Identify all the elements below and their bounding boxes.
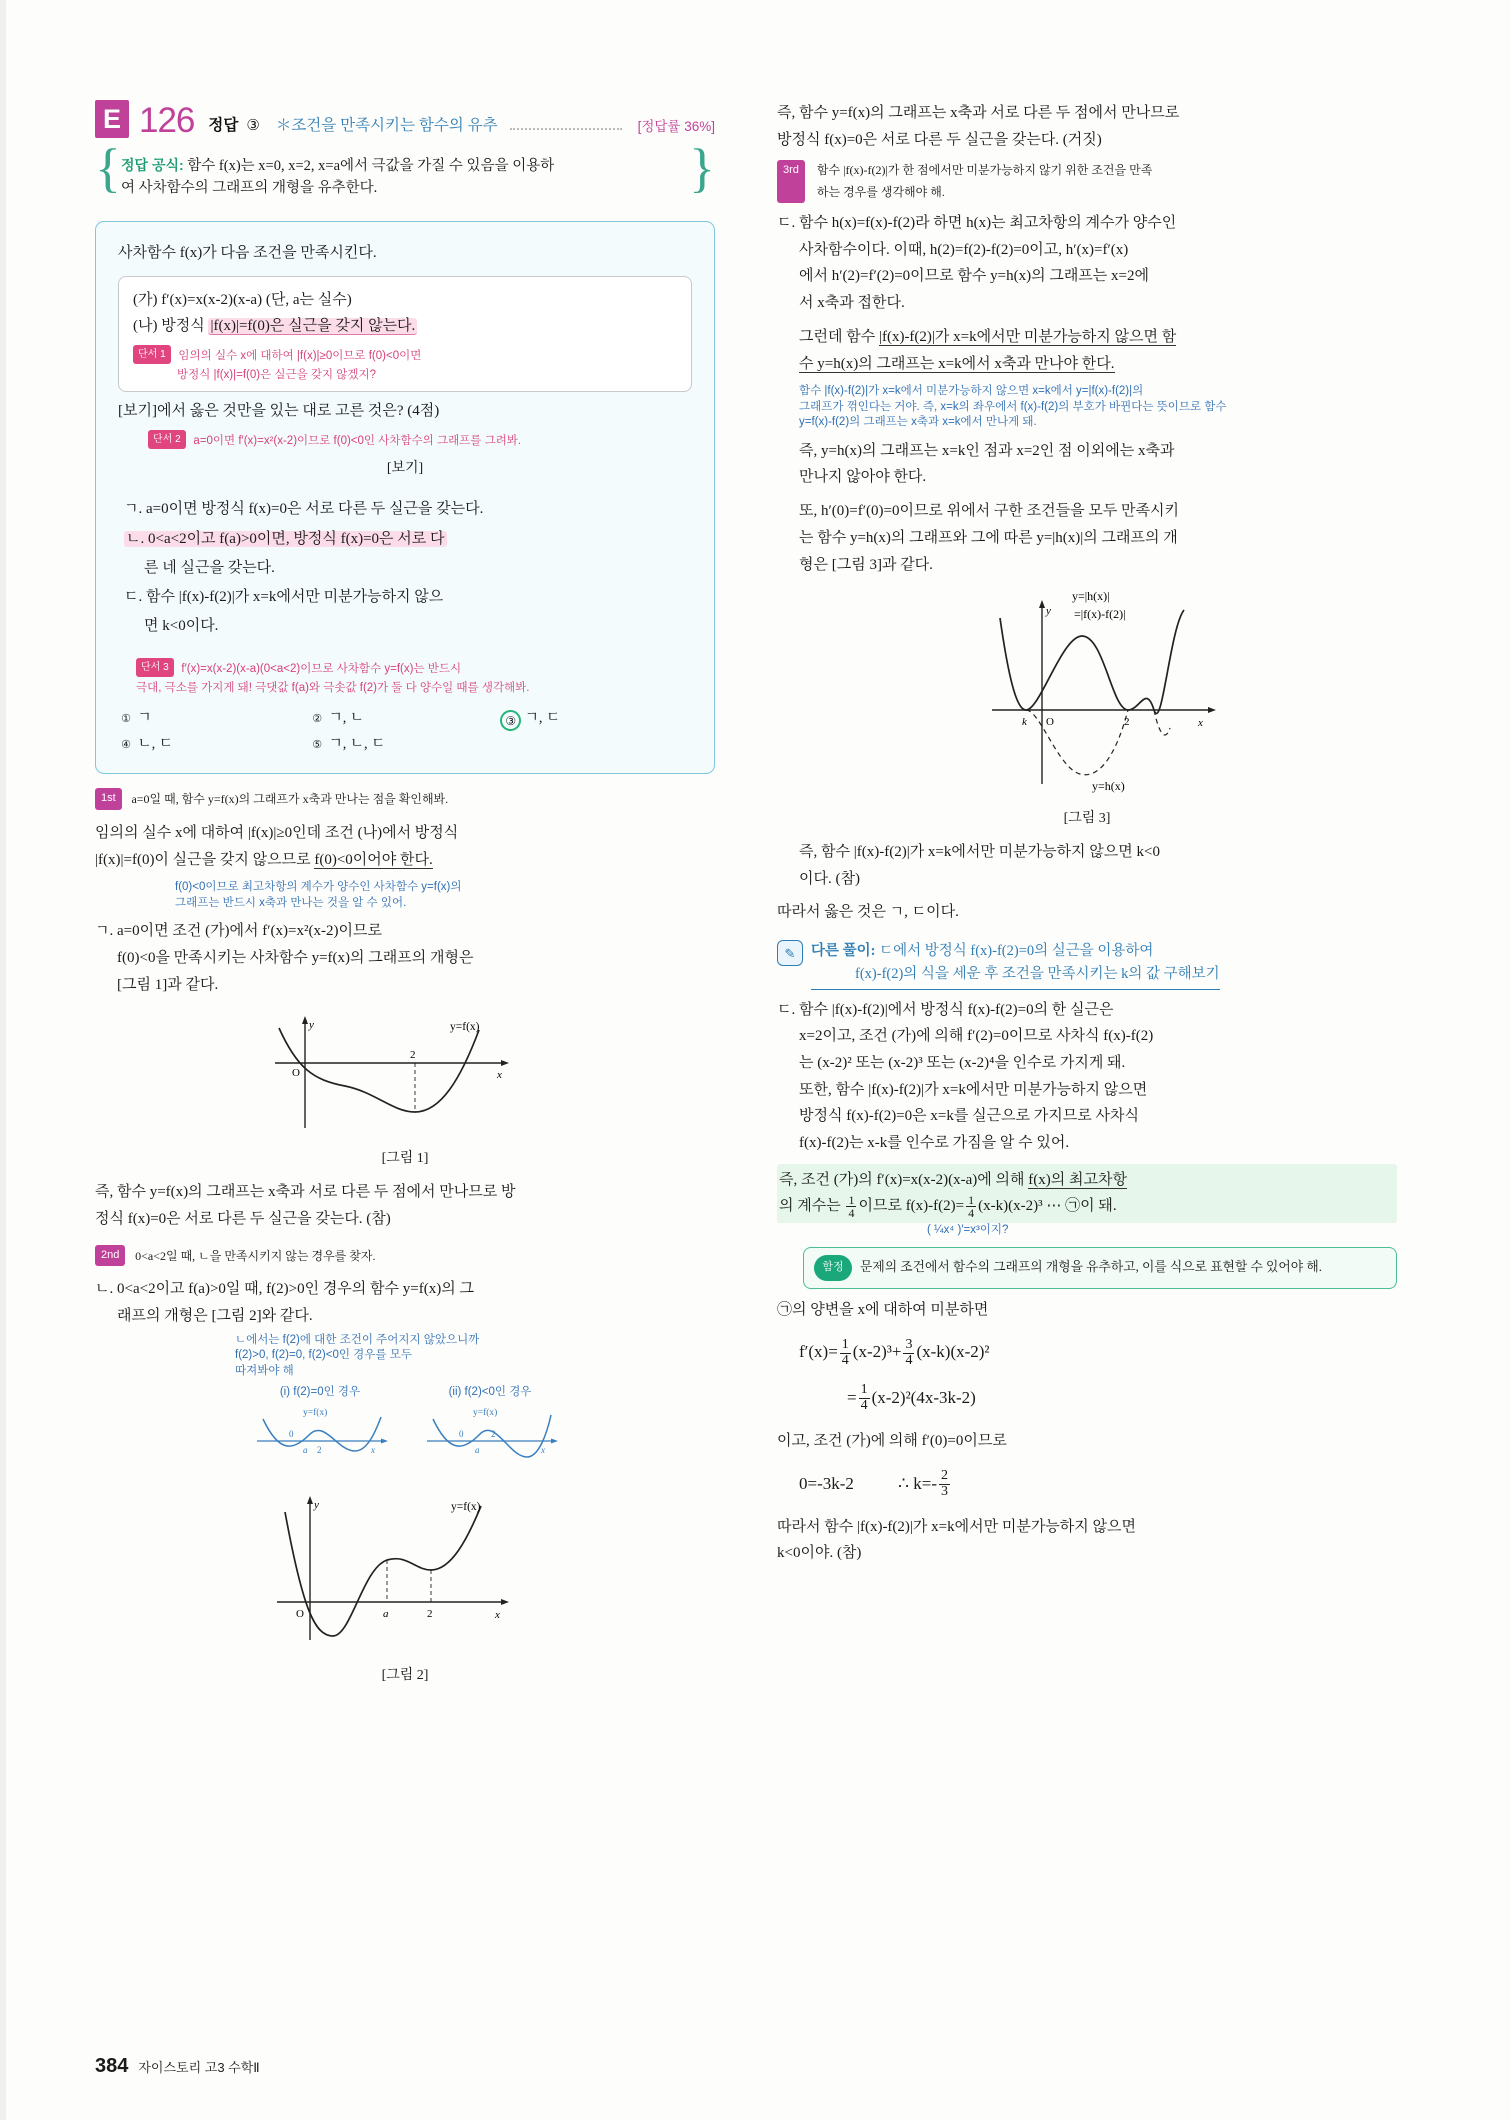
equation-2-end: (x-2)²(4x-3k-2) xyxy=(871,1387,976,1407)
figure-2-caption: [그림 2] xyxy=(381,1668,429,1684)
right-p4-line-1: 즉, y=h(x)의 그래프는 x=k인 점과 x=2인 점 이외에는 x축과 xyxy=(799,442,1175,459)
step-1-tag: 1st xyxy=(95,788,122,810)
choice-4-mark: ④ xyxy=(121,738,131,751)
right-r3-line-2: k<0이야. (참) xyxy=(777,1545,862,1562)
figure-3-label-3: y=h(x) xyxy=(1092,779,1125,794)
page-footer xyxy=(95,2055,260,2078)
left-note-1 xyxy=(95,880,715,911)
figure-1-graph xyxy=(265,1008,545,1143)
right-green-line-2-c: (x-k)(x-2)³ ⋯ ㉠이 돼. xyxy=(978,1198,1117,1215)
left-note-1-line-2: 그래프는 반드시 x축과 만나는 것을 알 수 있어. xyxy=(175,896,407,909)
formula-line-1: 함수 f(x)는 x=0, x=2, x=a에서 극값을 가질 수 있음을 이용하 xyxy=(187,158,555,174)
svg-text:2: 2 xyxy=(491,1428,496,1439)
condition-b-highlight: |f(x)|=f(0)은 실근을 갖지 않는다. xyxy=(210,318,416,335)
left-column xyxy=(95,100,715,1980)
clue-3-line-1: f′(x)=x(x-2)(x-a)(0<a<2)이므로 사차함수 y=f(x)는 반드시 xyxy=(181,662,462,675)
figure-3-label-1: y=|h(x)| xyxy=(1072,589,1110,604)
svg-text:y: y xyxy=(309,1019,314,1032)
tip-text: 문제의 조건에서 함수의 그래프의 개형을 유추하고, 이를 식으로 표현할 수 있어야 해. xyxy=(860,1260,1322,1275)
right-p1-line-2: 방정식 f(x)=0은 서로 다른 두 실근을 갖는다. (거짓) xyxy=(777,131,1102,148)
equation-2-pre: = xyxy=(847,1387,857,1407)
svg-text:y: y xyxy=(1046,605,1051,618)
clue-2-line-1: a=0이면 f′(x)=x²(x-2)이므로 f(0)<0인 사차함수의 그래프를 그려봐. xyxy=(193,434,522,447)
right-p4 xyxy=(777,438,1397,491)
right-q-line-6: f(x)-f(2)는 x-k를 인수로 가짐을 알 수 있어. xyxy=(799,1134,1070,1151)
figure-2-graph xyxy=(255,1490,555,1660)
right-solution-body xyxy=(777,100,1397,1567)
other-solution-label: 다른 풀이: xyxy=(811,943,876,960)
clue-1-tag: 단서 1 xyxy=(133,345,171,365)
bogi-item-3: ㄷ. 함수 |f(x)-f(2)|가 x=k에서만 미분가능하지 않으 xyxy=(124,589,444,606)
step-3-line-1: 함수 |f(x)-f(2)|가 한 점에서만 미분가능하지 않기 위한 조건을 만족 xyxy=(816,163,1153,178)
svg-text:y: y xyxy=(314,1499,319,1512)
formula-tag: 정답 공식: xyxy=(121,157,184,173)
answer-label: 정답 xyxy=(208,117,239,134)
left-p4 xyxy=(95,1276,715,1329)
choice-4-text: ㄴ, ㄷ xyxy=(137,735,173,752)
left-p1-line-1: 임의의 실수 x에 대하여 |f(x)|≥0인데 조건 (나)에서 방정식 xyxy=(95,824,459,841)
choice-1-mark: ① xyxy=(121,713,131,726)
right-p6-line-2: 이다. (참) xyxy=(799,870,860,887)
left-p1 xyxy=(95,820,715,873)
clue-1 xyxy=(133,342,677,384)
answer-value: ③ xyxy=(246,118,260,134)
figure-1-curve-label: y=f(x) xyxy=(450,1021,480,1034)
figure-3-label-2: =|f(x)-f(2)| xyxy=(1074,607,1126,622)
right-p3-underline-1: |f(x)-f(2)|가 x=k에서만 미분가능하지 않으면 함 xyxy=(878,328,1177,345)
right-p1-line-1: 즉, 함수 y=f(x)의 그래프는 x축과 서로 다른 두 점에서 만나므로 xyxy=(777,105,1180,121)
right-green-highlight xyxy=(777,1164,1397,1223)
problem-number: 126 xyxy=(139,101,195,140)
equation-1 xyxy=(799,1337,1397,1368)
clue-3-tag: 단서 3 xyxy=(136,658,174,678)
condition-b-prefix: (나) 방정식 xyxy=(133,318,209,335)
step-3-text xyxy=(817,160,1152,203)
fraction-one-quarter: $\frac{1}{4}$ xyxy=(848,1192,855,1221)
conditions-box xyxy=(118,276,692,392)
right-p2-line-2: 사차함수이다. 이때, h(2)=f(2)-f(2)=0이고, h′(x)=f′(x) xyxy=(799,241,1129,258)
condition-b xyxy=(133,313,677,339)
sub-case-i-curve-label: y=f(x) xyxy=(303,1407,328,1418)
bogi-item-2-text: ㄴ. 0<a<2이고 f(a)>0이면, 방정식 f(x)=0은 서로 다 xyxy=(126,530,445,547)
left-p4-line-2: 래프의 개형은 [그림 2]와 같다. xyxy=(117,1308,313,1325)
book-title: 자이스토리 고3 수학Ⅱ xyxy=(138,2060,260,2075)
other-solution-header xyxy=(777,940,1397,989)
lightbulb-icon: ✎ xyxy=(777,940,803,966)
figure-1-caption: [그림 1] xyxy=(381,1151,429,1167)
choice-3[interactable] xyxy=(500,706,691,731)
figure-3-origin: O xyxy=(1046,716,1054,729)
choice-3-text: ㄱ, ㄷ xyxy=(524,710,561,727)
page-number: 384 xyxy=(95,2055,129,2077)
svg-text:2: 2 xyxy=(317,1444,322,1455)
bogi-title: [보기] xyxy=(386,460,424,476)
right-r1: ㉠의 양변을 x에 대하여 미분하면 xyxy=(777,1301,989,1318)
svg-text:x: x xyxy=(1198,717,1203,730)
correct-rate: [정답률 36%] xyxy=(637,119,715,134)
right-column xyxy=(777,100,1397,1980)
svg-text:0: 0 xyxy=(289,1428,294,1439)
right-green-line-2-b: 이므로 f(x)-f(2)= xyxy=(858,1198,965,1215)
left-note-2-line-3: 따져봐야 해 xyxy=(235,1364,294,1377)
bogi-item-1: ㄱ. a=0이면 방정식 f(x)=0은 서로 다른 두 실근을 갖는다. xyxy=(124,501,484,518)
dot-leader xyxy=(510,128,622,130)
condition-a: (가) f′(x)=x(x-2)(x-a) (단, a는 실수) xyxy=(133,292,352,309)
right-p4-line-2: 만나지 않아야 한다. xyxy=(799,469,927,486)
brace-right-icon: } xyxy=(689,138,715,198)
left-p3 xyxy=(95,1179,715,1232)
answer-formula-box xyxy=(95,138,715,207)
topic-label: ＊조건을 만족시키는 함수의 유추 xyxy=(275,117,498,134)
right-p3-underline-2: 수 y=h(x)의 그래프는 x=k에서 x축과 만나야 한다. xyxy=(799,355,1115,372)
figure-2-curve-label: y=f(x) xyxy=(451,1501,481,1514)
problem-stem: 사차함수 f(x)가 다음 조건을 만족시킨다. xyxy=(118,244,377,261)
figure-2-tick-a: a xyxy=(383,1608,389,1621)
right-p6 xyxy=(777,839,1397,892)
choice-3-mark: ③ xyxy=(500,710,521,731)
equation-3-b: ∴ k=- xyxy=(898,1473,937,1493)
equation-1-mid: (x-2)³+ xyxy=(852,1342,902,1362)
left-p2-line-1: ㄱ. a=0이면 조건 (가)에서 f′(x)=x²(x-2)이므로 xyxy=(95,923,382,940)
svg-text:0: 0 xyxy=(459,1428,464,1439)
right-green-line-1-underline: f(x)의 최고차항 xyxy=(1028,1171,1127,1188)
right-p5-line-2: 는 함수 y=h(x)의 그래프와 그에 따른 y=|h(x)|의 그래프의 개 xyxy=(799,529,1178,546)
right-q-line-3: 는 (x-2)² 또는 (x-2)³ 또는 (x-2)⁴을 인수로 가지게 돼. xyxy=(799,1054,1126,1071)
fraction-one-quarter-2: $\frac{1}{4}$ xyxy=(968,1192,975,1221)
left-solution-body xyxy=(95,786,715,1689)
svg-text:O: O xyxy=(292,1067,300,1080)
figure-2-tick-2: 2 xyxy=(427,1608,433,1621)
right-note-green: ( ¼x⁴ )′=x³이지? xyxy=(927,1224,1009,1237)
other-solution-line-1: ㄷ에서 방정식 f(x)-f(2)=0의 실근을 이용하여 xyxy=(879,943,1154,960)
figure-3-graph xyxy=(922,588,1252,803)
figure-3-caption: [그림 3] xyxy=(1063,811,1111,827)
right-p2 xyxy=(777,210,1397,317)
bogi-list xyxy=(118,496,692,639)
sub-case-ii-graph xyxy=(415,1401,565,1471)
left-note-2-line-2: f(2)>0, f(2)=0, f(2)<0인 경우를 모두 xyxy=(235,1349,412,1362)
fraction-1-4: $\frac{1}{4}$ xyxy=(841,1337,849,1368)
tip-badge: 함정 xyxy=(814,1255,852,1281)
clue-1-line-2: 방정식 |f(x)|=f(0)은 실근을 갖지 않겠지? xyxy=(177,368,377,381)
right-q-line-1: ㄷ. 함수 |f(x)-f(2)|에서 방정식 f(x)-f(2)=0의 한 실근은 xyxy=(777,1001,1114,1018)
left-p1-line-2-pre: |f(x)|=f(0)이 실근을 갖지 않으므로 xyxy=(95,851,315,868)
step-1 xyxy=(95,786,715,813)
right-p5-line-3: 형은 [그림 3]과 같다. xyxy=(799,556,933,573)
right-note-line-2: 그래프가 꺾인다는 거야. 즉, x=k의 좌우에서 f(x)-f(2)의 부호가 바뀐다는 뜻이므로 함수 xyxy=(799,400,1227,413)
sub-case-figures xyxy=(95,1385,715,1480)
equation-3-a: 0=-3k-2 xyxy=(799,1473,854,1493)
sub-case-ii-curve-label: y=f(x) xyxy=(473,1407,498,1418)
left-note-2-line-1: ㄴ에서는 f(2)에 대한 조건이 주어지지 않았으니까 xyxy=(235,1333,480,1346)
clue-2-tag: 단서 2 xyxy=(148,430,186,450)
right-p1 xyxy=(777,100,1397,153)
sub-case-i-label: (i) f(2)=0인 경우 xyxy=(279,1386,361,1399)
brace-left-icon: { xyxy=(95,138,121,198)
right-p2-line-1: ㄷ. 함수 h(x)=f(x)-f(2)라 하면 h(x)는 최고차항의 계수가 양수인 xyxy=(777,215,1177,232)
other-solution-line-2: f(x)-f(2)의 식을 세운 후 조건을 만족시키는 k의 값 구해보기 xyxy=(855,966,1220,983)
sub-case-ii xyxy=(415,1385,565,1480)
svg-text:a: a xyxy=(303,1444,308,1455)
right-q-line-5: 방정식 f(x)-f(2)=0은 x=k를 실근으로 가지므로 사차식 xyxy=(799,1108,1139,1125)
left-p3-line-1: 즉, 함수 y=f(x)의 그래프는 x축과 서로 다른 두 점에서 만나므로 방 xyxy=(95,1184,516,1201)
choice-5[interactable] xyxy=(309,732,500,757)
clue-3-line-2: 극대, 극소를 가지게 돼! 극댓값 f(a)와 극솟값 f(2)가 둘 다 양수일 때를 생각해봐. xyxy=(136,681,530,694)
equation-3 xyxy=(799,1469,1397,1500)
right-r2: 이고, 조건 (가)에 의해 f′(0)=0이므로 xyxy=(777,1432,1007,1449)
figure-3-tick-k: k xyxy=(1022,716,1027,729)
step-3-tag: 3rd xyxy=(777,160,805,203)
choice-2[interactable] xyxy=(309,706,500,731)
right-green-line-1-pre: 즉, 조건 (가)의 f′(x)=x(x-2)(x-a)에 의해 xyxy=(779,1171,1029,1188)
equation-1-end: (x-k)(x-2)² xyxy=(916,1342,990,1362)
svg-text:a: a xyxy=(475,1444,480,1455)
fraction-2-3: $\frac{2}{3}$ xyxy=(941,1468,948,1500)
clue-1-line-1: 임의의 실수 x에 대하여 |f(x)|≥0이므로 f(0)<0이면 xyxy=(178,349,422,362)
choice-1[interactable] xyxy=(118,706,309,731)
svg-text:x: x xyxy=(541,1444,545,1455)
left-p2 xyxy=(95,918,715,998)
equation-1-pre: f′(x)= xyxy=(799,1342,838,1362)
step-1-text: a=0일 때, 함수 y=f(x)의 그래프가 x축과 만나는 점을 확인해봐. xyxy=(131,792,449,807)
left-p2-line-3: [그림 1]과 같다. xyxy=(117,976,219,993)
choice-list xyxy=(118,706,692,757)
svg-text:O: O xyxy=(296,1608,304,1621)
sub-case-i xyxy=(245,1385,395,1480)
right-p6-line-1: 즉, 함수 |f(x)-f(2)|가 x=k에서만 미분가능하지 않으면 k<0 xyxy=(799,844,1160,861)
step-3 xyxy=(777,160,1397,203)
choice-2-text: ㄱ, ㄴ xyxy=(328,710,365,727)
sub-case-i-graph xyxy=(245,1401,395,1471)
left-p4-line-1: ㄴ. 0<a<2이고 f(a)>0일 때, f(2)>0인 경우의 함수 y=f(x)의 그 xyxy=(95,1281,474,1298)
fraction-1-4-b: $\frac{1}{4}$ xyxy=(860,1382,868,1414)
svg-text:x: x xyxy=(371,1444,375,1455)
fraction-3-4: $\frac{3}{4}$ xyxy=(905,1337,913,1368)
clue-3 xyxy=(136,655,692,697)
svg-text:x: x xyxy=(495,1609,500,1622)
right-p7: 따라서 옳은 것은 ㄱ, ㄷ이다. xyxy=(777,904,959,921)
left-note-2 xyxy=(95,1333,715,1380)
bogi-item-3-cont: 면 k<0이다. xyxy=(144,618,219,635)
right-p5-line-1: 또, h′(0)=f′(0)=0이므로 위에서 구한 조건들을 모두 만족시키 xyxy=(799,503,1180,520)
right-note-line-1: 함수 |f(x)-f(2)|가 x=k에서 미분가능하지 않으면 x=k에서 y=|f(x)-f(2)|의 xyxy=(799,385,1144,398)
two-column-layout xyxy=(95,100,1416,1980)
choice-5-text: ㄱ, ㄴ, ㄷ xyxy=(328,735,386,752)
figure-3-tick-2: 2 xyxy=(1124,716,1130,729)
right-note-line-3: y=f(x)-f(2)의 그래프는 x축과 x=k에서 만나게 돼. xyxy=(799,416,1037,429)
step-3-line-2: 하는 경우를 생각해야 해. xyxy=(816,184,945,199)
section-badge: E xyxy=(95,100,129,138)
step-2-text: 0<a<2일 때, ㄴ을 만족시키지 않는 경우를 찾자. xyxy=(135,1248,376,1263)
right-note-blue xyxy=(777,384,1397,431)
tip-box xyxy=(803,1247,1397,1289)
choice-5-mark: ⑤ xyxy=(312,738,323,751)
step-2-tag: 2nd xyxy=(95,1245,125,1267)
choice-1-text: ㄱ xyxy=(137,710,152,727)
step-2 xyxy=(95,1243,715,1270)
right-p3-prefix: 그런데 함수 xyxy=(799,328,879,345)
bogi-item-2 xyxy=(124,526,692,552)
bogi-item-2-cont: 른 네 실근을 갖는다. xyxy=(144,559,275,576)
formula-line-2: 여 사차함수의 그래프의 개형을 유추한다. xyxy=(121,180,378,197)
right-p2-line-4: 서 x축과 접한다. xyxy=(799,295,905,312)
right-green-line-2-a: 의 계수는 xyxy=(779,1198,845,1215)
right-p3 xyxy=(777,324,1397,377)
problem-header xyxy=(95,100,715,138)
right-r3-line-1: 따라서 함수 |f(x)-f(2)|가 x=k에서만 미분가능하지 않으면 xyxy=(777,1518,1137,1535)
right-q-line-4: 또한, 함수 |f(x)-f(2)|가 x=k에서만 미분가능하지 않으면 xyxy=(799,1081,1148,1098)
figure-1-tick-2: 2 xyxy=(410,1049,416,1062)
right-q xyxy=(777,997,1397,1157)
sub-case-ii-label: (ii) f(2)<0인 경우 xyxy=(448,1386,532,1399)
left-note-1-line-1: f(0)<0이므로 최고차항의 계수가 양수인 사차함수 y=f(x)의 xyxy=(175,881,462,894)
left-p3-line-2: 정식 f(x)=0은 서로 다른 두 실근을 갖는다. (참) xyxy=(95,1210,391,1227)
problem-question: [보기]에서 옳은 것만을 있는 대로 고른 것은? (4점) xyxy=(118,403,440,420)
left-p1-line-2-underline: f(0)<0이어야 한다. xyxy=(314,851,433,868)
choice-4[interactable] xyxy=(118,732,309,757)
clue-2 xyxy=(148,427,692,453)
other-solution-text xyxy=(811,940,1220,989)
left-p2-line-2: f(0)<0을 만족시키는 사차함수 y=f(x)의 그래프의 개형은 xyxy=(117,950,474,966)
equation-2 xyxy=(847,1383,1397,1414)
choice-2-mark: ② xyxy=(312,713,323,726)
right-r3 xyxy=(777,1514,1397,1567)
right-q-line-2: x=2이고, 조건 (가)에 의해 f′(2)=0이므로 사차식 f(x)-f(2) xyxy=(799,1028,1154,1045)
right-p2-line-3: 에서 h′(2)=f′(2)=0이므로 함수 y=h(x)의 그래프는 x=2에 xyxy=(799,268,1149,285)
right-p5 xyxy=(777,498,1397,578)
svg-text:x: x xyxy=(497,1069,502,1082)
problem-card xyxy=(95,221,715,774)
